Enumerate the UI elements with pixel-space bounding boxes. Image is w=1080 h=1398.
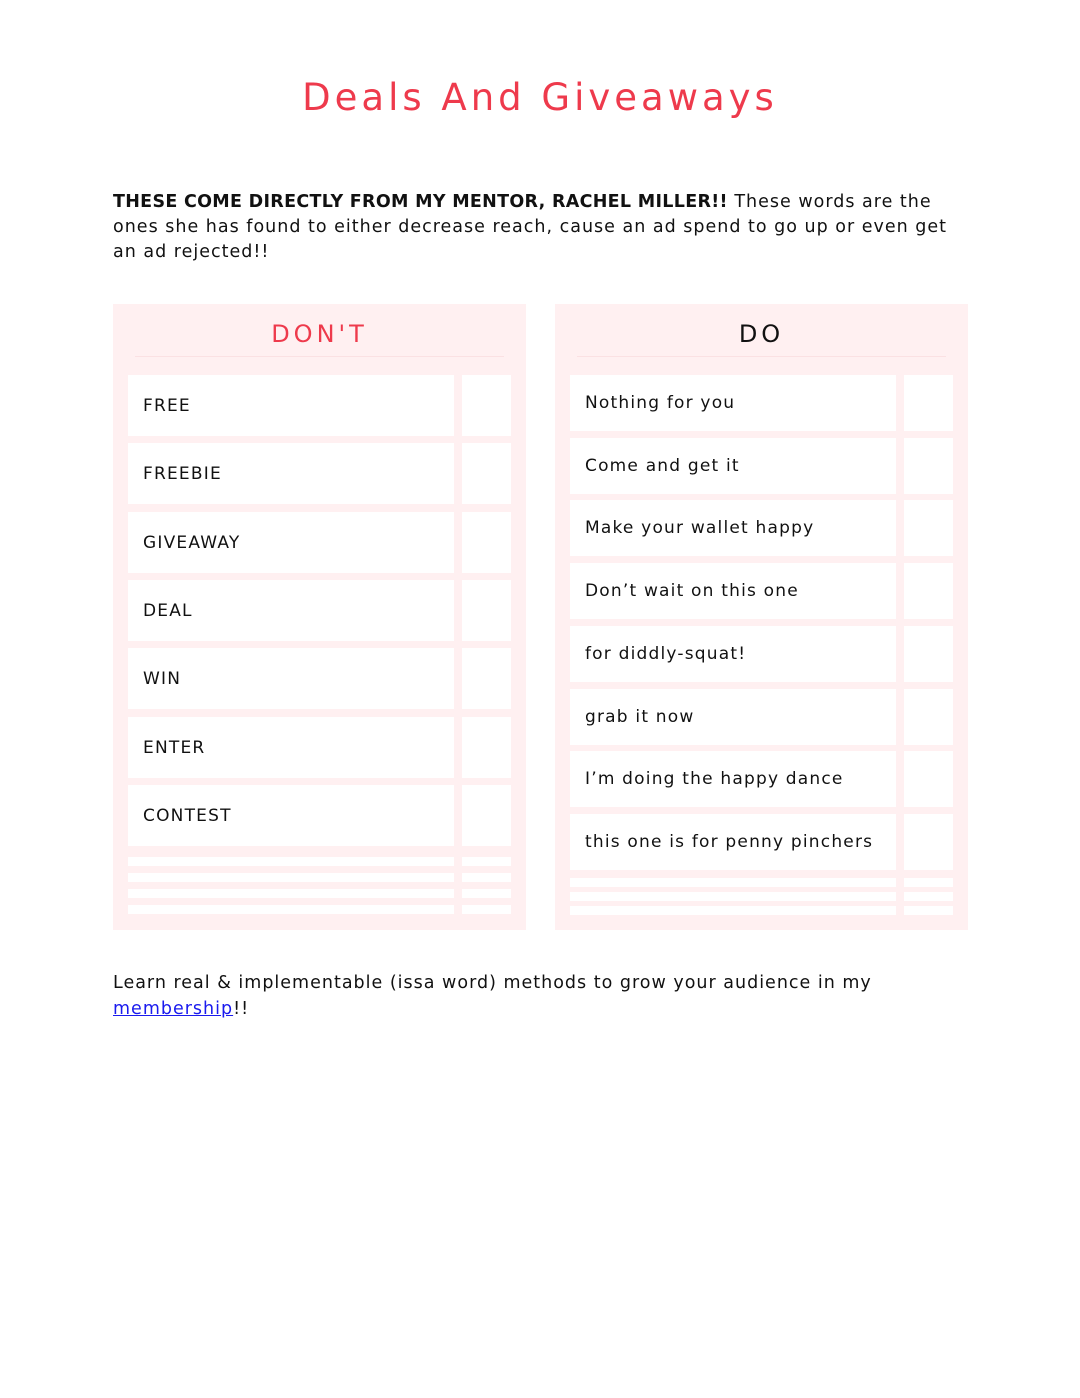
footer-suffix: !! [233, 999, 250, 1019]
do-item-checkbox[interactable] [904, 814, 953, 870]
dont-item-row [128, 443, 454, 504]
dont-empty-checkbox [462, 889, 511, 898]
dont-panel [113, 304, 526, 930]
dont-item-row [128, 648, 454, 709]
intro-paragraph [113, 190, 973, 265]
dont-item-checkbox[interactable] [462, 375, 511, 436]
do-panel [555, 304, 968, 930]
footer-paragraph [113, 970, 973, 1022]
do-item-label: I’m doing the happy dance [585, 769, 844, 789]
dont-item-checkbox[interactable] [462, 580, 511, 641]
do-item-label: Don’t wait on this one [585, 581, 799, 601]
do-item-label: Nothing for you [585, 393, 736, 413]
dont-item-checkbox[interactable] [462, 717, 511, 778]
do-heading: DO [738, 320, 785, 348]
do-item-row [570, 814, 896, 870]
dont-empty-checkbox [462, 857, 511, 866]
do-item-label: this one is for penny pinchers [585, 832, 874, 852]
dont-empty-row [128, 889, 454, 898]
do-item-row [570, 500, 896, 556]
dont-item-label: WIN [143, 668, 182, 689]
do-empty-checkbox [904, 906, 953, 915]
do-item-checkbox[interactable] [904, 626, 953, 682]
do-item-row [570, 438, 896, 494]
page-title: Deals And Giveaways [302, 76, 778, 119]
do-item-row [570, 626, 896, 682]
do-item-row [570, 689, 896, 745]
dont-item-label: GIVEAWAY [143, 532, 241, 553]
dont-item-checkbox[interactable] [462, 648, 511, 709]
do-item-label: for diddly-squat! [585, 644, 747, 664]
dont-heading-divider [135, 356, 504, 357]
dont-item-row [128, 717, 454, 778]
do-item-label: Come and get it [585, 456, 740, 476]
do-item-label: grab it now [585, 707, 695, 727]
do-empty-row [570, 878, 896, 887]
do-item-row [570, 563, 896, 619]
do-empty-row [570, 906, 896, 915]
do-item-checkbox[interactable] [904, 689, 953, 745]
dont-item-row [128, 512, 454, 573]
dont-item-label: FREEBIE [143, 463, 222, 484]
dont-item-row [128, 580, 454, 641]
dont-item-checkbox[interactable] [462, 512, 511, 573]
do-item-checkbox[interactable] [904, 375, 953, 431]
dont-item-row [128, 785, 454, 846]
do-item-checkbox[interactable] [904, 500, 953, 556]
dont-item-checkbox[interactable] [462, 443, 511, 504]
dont-empty-checkbox [462, 873, 511, 882]
dont-empty-row [128, 905, 454, 914]
do-heading-divider [577, 356, 946, 357]
do-empty-row [570, 892, 896, 901]
dont-item-row [128, 375, 454, 436]
do-item-label: Make your wallet happy [585, 518, 815, 538]
dont-item-label: ENTER [143, 737, 206, 758]
do-empty-checkbox [904, 892, 953, 901]
intro-bold: THESE COME DIRECTLY FROM MY MENTOR, RACHEL MILLER!! [113, 192, 728, 212]
footer-text: Learn real & implementable (issa word) methods to grow your audience in my [113, 973, 872, 993]
do-empty-checkbox [904, 878, 953, 887]
dont-item-label: FREE [143, 395, 191, 416]
do-item-checkbox[interactable] [904, 751, 953, 807]
membership-link[interactable]: membership [113, 999, 234, 1019]
dont-item-checkbox[interactable] [462, 785, 511, 846]
dont-empty-row [128, 873, 454, 882]
do-item-row [570, 751, 896, 807]
dont-heading: DON'T [271, 320, 368, 348]
dont-empty-row [128, 857, 454, 866]
intro-text: These words are the ones she has found to either decrease reach, cause an ad spend to go up or even get an ad rejected!! [113, 192, 948, 262]
dont-item-label: CONTEST [143, 805, 232, 826]
do-item-checkbox[interactable] [904, 563, 953, 619]
dont-item-label: DEAL [143, 600, 193, 621]
do-item-row [570, 375, 896, 431]
dont-empty-checkbox [462, 905, 511, 914]
do-item-checkbox[interactable] [904, 438, 953, 494]
